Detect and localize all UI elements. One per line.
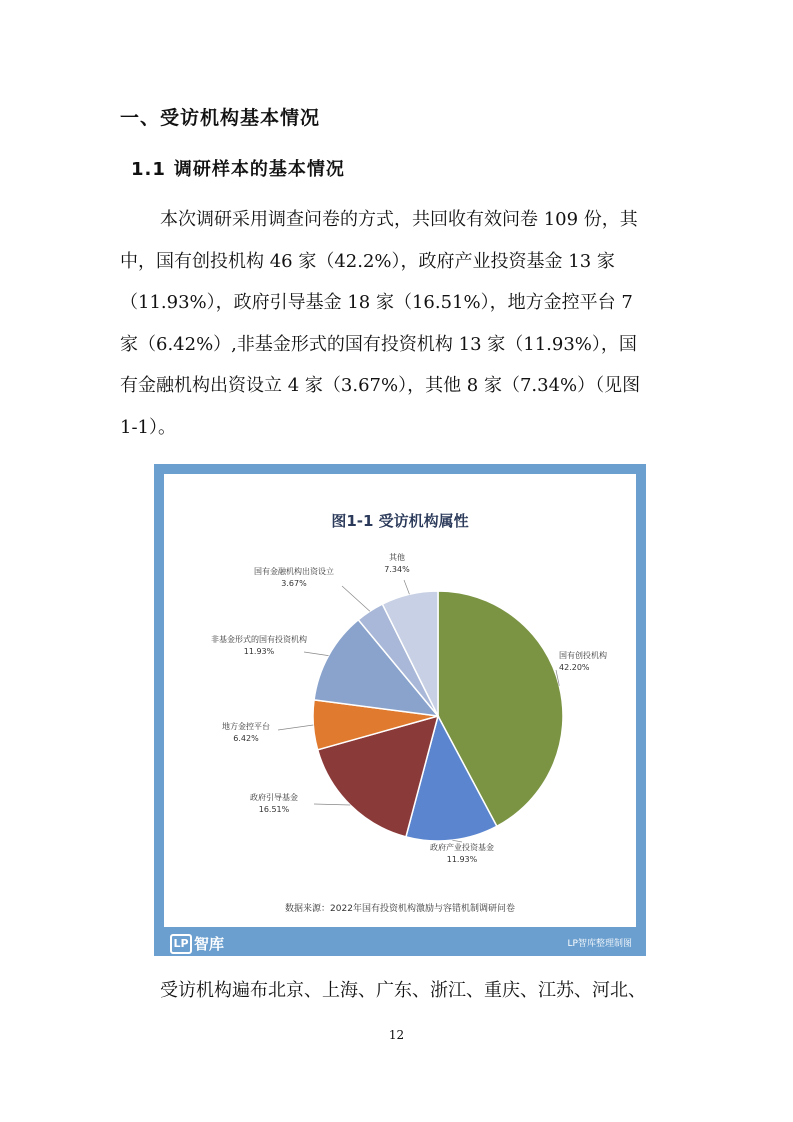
chart-title: 图1-1 受访机构属性 [331, 512, 469, 530]
slice-label: 地方金控平台 [222, 722, 270, 731]
slice-label: 政府引导基金 [250, 793, 298, 802]
logo-text: 智库 [194, 935, 225, 953]
subsection-text: 调研样本的基本情况 [173, 159, 345, 180]
paragraph-1 [120, 199, 676, 448]
paragraph-line: 本次调研采用调查问卷的方式，共回收有效问卷 109 份，其 [160, 209, 638, 230]
slice-value-label: 11.93% [243, 647, 275, 656]
slice-label: 国有金融机构出资设立 [254, 567, 334, 576]
slice-value-label: 3.67% [281, 579, 307, 588]
lp-logo [170, 933, 224, 954]
slice-label: 国有创投机构 [559, 651, 607, 660]
leader-line [314, 804, 350, 805]
leader-line [304, 652, 329, 656]
subsection-number: 1.1 [131, 159, 166, 180]
figure-credit: LP智库整理制图 [567, 939, 632, 949]
subsection-title [131, 155, 345, 181]
slice-value-label: 6.42% [233, 734, 259, 743]
paragraph-line: 受访机构遍布北京、上海、广东、浙江、重庆、江苏、河北、 [160, 980, 646, 1001]
logo-icon: LP [170, 934, 192, 954]
section-title: 一、受访机构基本情况 [120, 107, 321, 129]
figure-1-1 [154, 464, 646, 956]
figure-panel [164, 474, 636, 927]
paragraph-2 [120, 970, 676, 1012]
leader-line [452, 840, 462, 842]
pie-chart [164, 474, 636, 874]
slice-value-label: 16.51% [258, 805, 290, 814]
paragraph-line: （11.93%），政府引导基金 18 家（16.51%），地方金控平台 7 [120, 292, 633, 313]
leader-line [342, 586, 370, 611]
page-number: 12 [388, 1028, 405, 1042]
leader-line [404, 580, 409, 594]
slice-value-label: 42.20% [559, 663, 590, 672]
paragraph-line: 1-1）。 [120, 416, 176, 438]
slice-value-label: 7.34% [384, 565, 410, 574]
paragraph-line: 有金融机构出资设立 4 家（3.67%），其他 8 家（7.34%）（见图 [120, 375, 641, 396]
slice-label: 政府产业投资基金 [430, 843, 494, 852]
slice-label: 非基金形式的国有投资机构 [211, 635, 307, 644]
leader-line [278, 725, 313, 730]
paragraph-line: 中，国有创投机构 46 家（42.2%），政府产业投资基金 13 家 [120, 250, 615, 272]
paragraph-line: 家（6.42%）,非基金形式的国有投资机构 13 家（11.93%），国 [120, 333, 637, 355]
figure-source: 数据来源：2022年国有投资机构激励与容错机制调研问卷 [285, 904, 515, 914]
slice-value-label: 11.93% [446, 855, 478, 864]
slice-label: 其他 [389, 553, 405, 562]
